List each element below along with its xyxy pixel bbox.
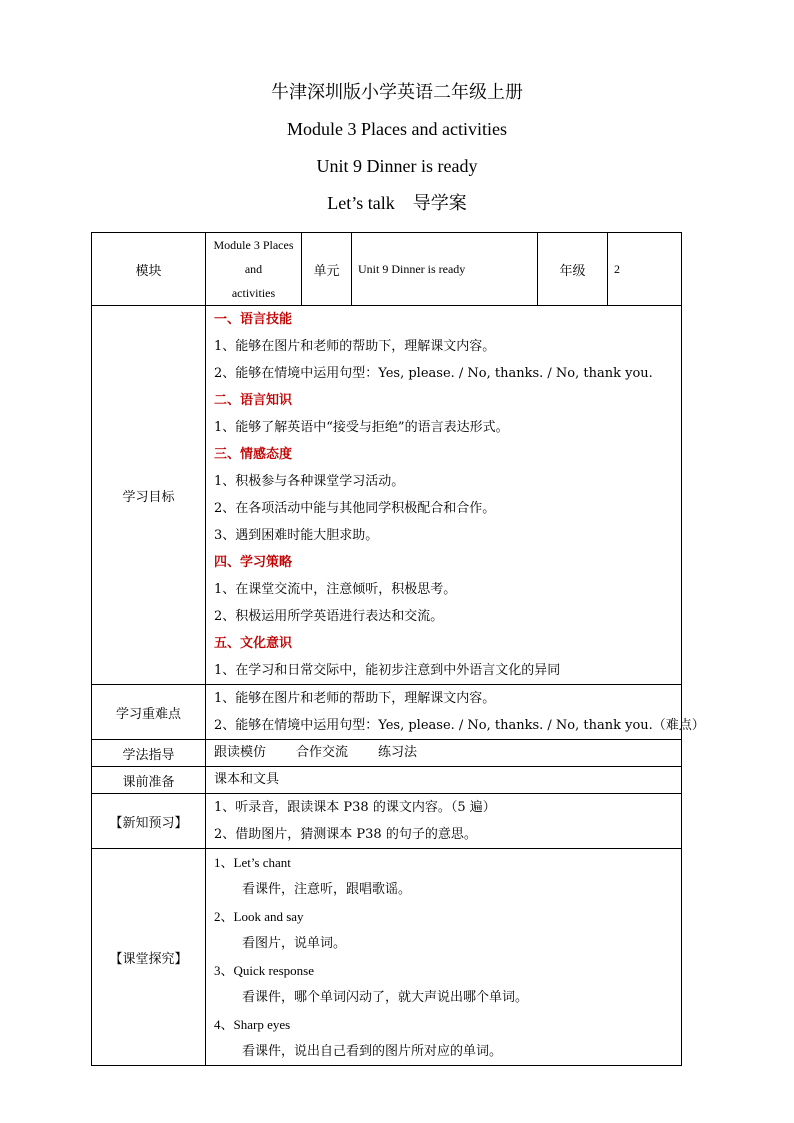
explore-step: 2、Look and say <box>214 909 304 924</box>
grade-value: 2 <box>608 233 682 306</box>
objective-heading: 二、语言知识 <box>214 393 293 408</box>
header-row <box>92 233 682 306</box>
key-point-item: 1、能够在图片和老师的帮助下，理解课文内容。 <box>214 691 496 706</box>
objective-item: 2、在各项活动中能与其他同学积极配合和合作。 <box>214 501 496 516</box>
key-points-content <box>206 685 705 740</box>
title-lesson <box>0 185 794 222</box>
module-value-line1: Module 3 Places and <box>213 238 294 276</box>
key-point-item: 2、能够在情境中运用句型：Yes, please. / No, thanks. / No, thank you.（难点） <box>214 718 705 733</box>
module-label: 模块 <box>92 233 206 306</box>
prep-label: 课前准备 <box>92 767 206 794</box>
explore-instruction: 看课件，哪个单词闪动了，就大声说出哪个单词。 <box>242 990 529 1005</box>
objective-item: 1、能够了解英语中“接受与拒绝”的语言表达形式。 <box>214 420 509 435</box>
methods-list <box>214 740 681 766</box>
lesson-plan-table <box>91 232 705 1066</box>
preview-label: 【新知预习】 <box>92 794 206 849</box>
explore-content <box>206 849 682 1066</box>
prep-row <box>92 767 682 794</box>
explore-instruction: 看图片，说单词。 <box>242 936 347 951</box>
objectives-label: 学习目标 <box>92 306 206 685</box>
title-lesson-cn: 导学案 <box>412 193 467 213</box>
objective-item: 1、积极参与各种课堂学习活动。 <box>214 474 405 489</box>
methods-label: 学法指导 <box>92 740 206 767</box>
objective-item: 1、能够在图片和老师的帮助下，理解课文内容。 <box>214 339 496 354</box>
method-item: 合作交流 <box>296 745 349 760</box>
prep-content <box>206 767 682 794</box>
objective-heading: 三、情感态度 <box>214 447 293 462</box>
title-lesson-en: Let’s talk <box>327 193 395 213</box>
explore-instruction: 看课件，注意听，跟唱歌谣。 <box>242 882 412 897</box>
methods-row <box>92 740 682 767</box>
title-unit: Unit 9 Dinner is ready <box>316 156 478 176</box>
objective-item: 3、遇到困难时能大胆求助。 <box>214 528 379 543</box>
unit-label: 单元 <box>302 233 352 306</box>
objective-heading: 四、学习策略 <box>214 555 293 570</box>
preview-item: 2、借助图片，猜测课本 P38 的句子的意思。 <box>214 827 477 842</box>
preview-item: 1、听录音，跟读课本 P38 的课文内容。（5 遍） <box>214 800 496 815</box>
module-value-line2: activities <box>231 286 276 300</box>
module-value <box>206 233 302 306</box>
explore-instruction: 看课件，说出自己看到的图片所对应的单词。 <box>242 1044 503 1059</box>
objectives-content <box>206 306 682 685</box>
prep-value: 课本和文具 <box>214 772 280 787</box>
objective-item: 1、在学习和日常交际中，能初步注意到中外语言文化的异同 <box>214 663 561 678</box>
objective-heading: 五、文化意识 <box>214 636 293 651</box>
unit-value: Unit 9 Dinner is ready <box>352 233 538 306</box>
key-points-label: 学习重难点 <box>92 685 206 740</box>
explore-label: 【课堂探究】 <box>92 849 206 1066</box>
methods-content <box>206 740 682 767</box>
method-item: 练习法 <box>378 745 418 760</box>
explore-row <box>92 849 682 1066</box>
objective-heading: 一、语言技能 <box>214 312 293 327</box>
grade-label: 年级 <box>538 233 608 306</box>
preview-content <box>206 794 682 849</box>
explore-step: 1、Let’s chant <box>214 855 291 870</box>
title-module: Module 3 Places and activities <box>287 119 507 139</box>
explore-step: 4、Sharp eyes <box>214 1017 291 1032</box>
objective-item: 2、积极运用所学英语进行表达和交流。 <box>214 609 444 624</box>
document-title-block <box>0 74 794 222</box>
preview-row <box>92 794 682 849</box>
objectives-row <box>92 306 682 685</box>
key-points-row <box>92 685 682 740</box>
title-textbook: 牛津深圳版小学英语二年级上册 <box>271 82 523 103</box>
objective-item: 2、能够在情境中运用句型：Yes, please. / No, thanks. / No, thank you. <box>214 366 653 381</box>
method-item: 跟读模仿 <box>214 745 267 760</box>
objective-item: 1、在课堂交流中，注意倾听，积极思考。 <box>214 582 457 597</box>
explore-step: 3、Quick response <box>214 963 315 978</box>
